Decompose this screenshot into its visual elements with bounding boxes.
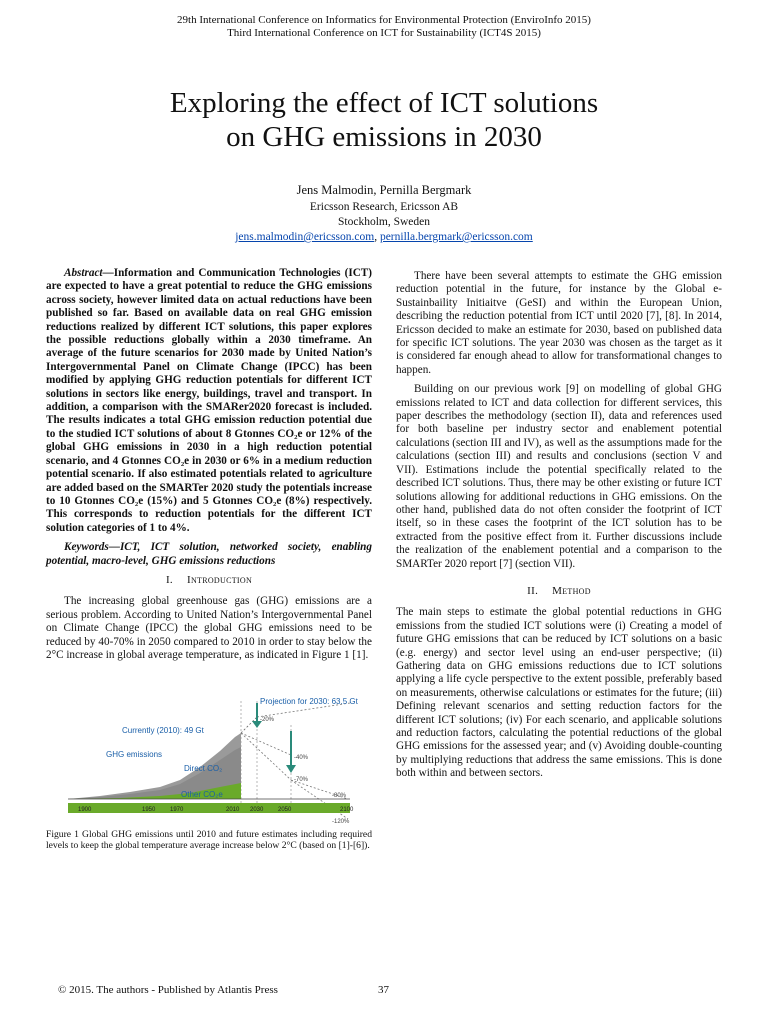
authors: Jens Malmodin, Pernilla Bergmark: [296, 183, 472, 197]
label-minus-40: -40%: [294, 755, 309, 761]
projection-line: [241, 717, 257, 733]
label-projection: Projection for 2030: 63.5 Gt: [260, 697, 358, 706]
year-label: 1970: [170, 807, 184, 813]
affiliation-org: Ericsson Research, Ericsson AB: [309, 201, 459, 213]
conference-line-1: 29th International Conference on Informatics for Environmental Protection (EnviroInfo 2015): [177, 14, 591, 26]
label-ghg: GHG emissions: [106, 750, 163, 759]
abstract: [46, 267, 372, 535]
arrow-70-head: [286, 765, 296, 773]
year-label: 2030: [250, 807, 264, 813]
emails: [0, 230, 768, 245]
page-number: 37: [378, 984, 389, 996]
year-strip: [68, 803, 350, 813]
email-separator: ,: [374, 231, 380, 243]
label-direct: Direct CO₂: [184, 764, 223, 773]
method-paragraph: The main steps to estimate the global potential reductions in GHG emissions from the studied ICT solutions were (i) Creating a model of future GHG emissions that can be reduced by ICT solutions on a basic (e.g. energy) and sector level using an end-user perspective; (ii) Gathering data on GHG emissions reductions due to ICT solutions applying a life cycle perspective to the extent possible, preferably based on measurements, otherwise calculations or estimates for the future; (iii) Defining relevant scenarios and setting reduction factors for the different ICT solutions; (iv) For each scenario, and applicable solutions and reduction factors, calculating the potential reductions of the global GHG emissions for the assessed year; and (v) Avoiding double-counting by multiplying reductions that address the same emissions. This is done both within and between sectors.: [396, 606, 722, 780]
right-column: [396, 270, 722, 787]
keywords: Keywords—ICT, ICT solution, networked society, enabling potential, macro-level, GHG emissions reductions: [46, 541, 372, 567]
conference-line-2: Third International Conference on ICT for Sustainability (ICT4S 2015): [227, 27, 541, 39]
right-paragraph-2: Building on our previous work [9] on modelling of global GHG emissions related to ICT and data collection for different services, this paper describes the methodology (section II), data and references used for both baseline per industry sector and enablement potential calculations (section III and IV), as well as the assumptions made for the calculations (section III) and results and conclusions (section V and VII). Estimations include the potential specifically related to the described ICT solutions. Thus, there may be other existing or future ICT solutions allowing for additional reductions in GHG emissions. On the other hand, published data do not often consider the footprint of ICT itself, so in these cases the footprint of the ICT solution has to be extracted from the positive effect from it. Further discussions include the realization of the enablement potential and a comparison to the SMARTer 2020 report [7] (section VII).: [396, 383, 722, 570]
section-2-heading: [396, 585, 722, 598]
path-120: [291, 780, 348, 819]
section-1-number: I.: [165, 573, 173, 586]
affiliation-city: Stockholm, Sweden: [338, 216, 430, 228]
email-link-2[interactable]: pernilla.bergmark@ericsson.com: [379, 231, 533, 243]
right-paragraph-1: There have been several attempts to estimate the GHG emission reduction potential in the future, for instance by the Global e-Sustainbaility Initiaitve (GeSI) and within the European Union, describing the reduction potential from ICT until 2020 [7], [8]. In 2014, Ericsson decided to make an estimate for 2030, based on published data for specific ICT solutions. The year 2030 was chosen as the target as it is considered far enough ahead to allow for transformational changes to happen.: [396, 270, 722, 376]
year-label: 1900: [78, 807, 92, 813]
section-1-heading: [46, 574, 372, 587]
label-minus-20: -20%: [260, 717, 275, 723]
conference-header: [0, 14, 768, 40]
section-2-number: II.: [527, 584, 539, 597]
section-1-title: Introduction: [186, 573, 253, 586]
path-40: [241, 733, 291, 755]
abstract-text: —Information and Communication Technologies (ICT) are expected to have a great potential to reduce the GHG emissions across society, however limited data on actual reductions have been published so far. Based on available data on real GHG emission reductions realized by different ICT solutions, this paper explores the possible reductions globally within a 2030 timeframe. An average of the future scenarios for 2030 made by United Nation’s Intergovernmental Panel on Climate Change (IPCC) has been modified by applying GHG reduction potentials for different ICT solutions in sectors like energy, buildings, travel and transport. In addition, a comparison with the SMARer2020 forecast is included. The results indicates a total GHG emission reduction potential due to the studied ICT solutions of about 8 Gtonnes CO₂e or 12% of the global GHG emissions in 2030 in a high reduction potential scenario, and 4 Gtonnes CO₂e in 2030 or 6% in a medium reduction potential scenario. If also estimated potentials related to agriculture are added based on the SMARTer 2020 study the potentials increase to 10 Gtonnes CO₂e (15%) and 5 Gtonnes CO₂e (8%) respectively. This corresponds to reduction potentials for the different ICT solution categories of 1 to 4%.: [46, 267, 372, 534]
section-2-title: Method: [552, 584, 591, 597]
intro-paragraph-1: The increasing global greenhouse gas (GHG) emissions are a serious problem. According to United Nation’s Intergovernmental Panel on Climate Change (IPCC) the global GHG emissions need to be reduced by 40-70% in 2050 compared to 2010 in order to stay below the 2°C increase in global average temperature, as indicated in Figure 1 [1].: [46, 595, 372, 661]
copyright-footer: © 2015. The authors - Published by Atlantis Press: [58, 984, 278, 996]
figure-1-caption: Figure 1 Global GHG emissions until 2010 and future estimates including required levels to keep the global temperature average increase below 2°C (based on [1]-[6]).: [46, 829, 372, 852]
path-70: [241, 733, 291, 780]
label-minus-120: -120%: [332, 819, 350, 825]
year-label: 2010: [226, 807, 240, 813]
abstract-lead: Abstract: [64, 267, 103, 279]
label-other: Other CO₂e: [181, 790, 223, 799]
figure-1-ghg-chart: [60, 695, 360, 825]
title-line-2: on GHG emissions in 2030: [226, 121, 542, 153]
year-label: 2100: [340, 807, 354, 813]
label-minus-70: -70%: [294, 777, 309, 783]
year-label: 2050: [278, 807, 292, 813]
left-column: [46, 267, 372, 668]
affiliation: [0, 200, 768, 245]
paper-title: [0, 86, 768, 154]
label-minus-80: -80%: [332, 793, 347, 799]
label-current: Currently (2010): 49 Gt: [122, 726, 204, 735]
email-link-1[interactable]: jens.malmodin@ericsson.com: [235, 231, 375, 243]
title-line-1: Exploring the effect of ICT solutions: [169, 87, 599, 119]
year-label: 1950: [142, 807, 156, 813]
